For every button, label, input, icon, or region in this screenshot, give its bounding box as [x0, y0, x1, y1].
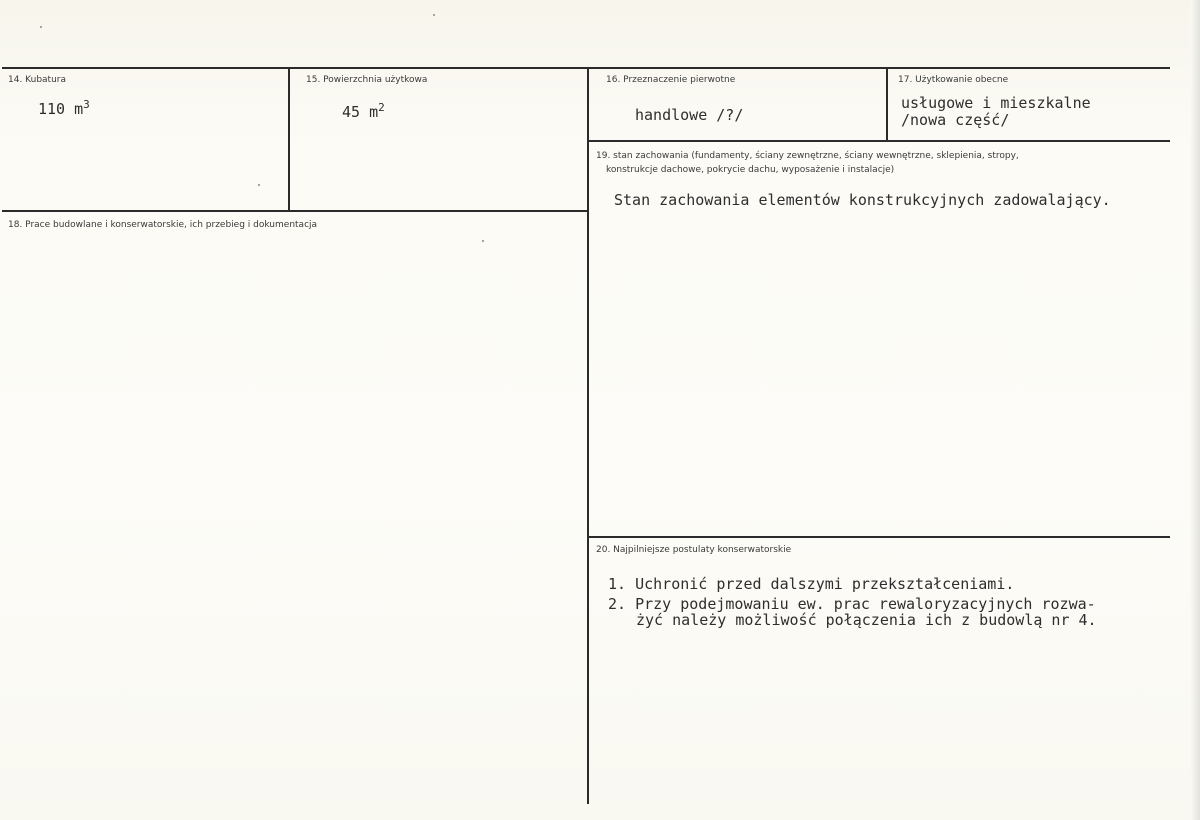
field-18-label: 18. Prace budowlane i konserwatorskie, ich przebieg i dokumentacja [8, 220, 318, 230]
field-19-value: Stan zachowania elementów konstrukcyjnych zadowalający. [614, 191, 1111, 209]
paper-speck [40, 26, 42, 28]
field-17-value-line1: usługowe i mieszkalne [901, 94, 1091, 112]
field-14-unit-sup: 3 [83, 98, 90, 111]
field-19-label-line1: 19. stan zachowania (fundamenty, ściany zewnętrzne, ściany wewnętrzne, sklepienia, stropy, [596, 151, 1019, 161]
divider-16-17 [886, 68, 888, 140]
field-15-number: 45 m [342, 103, 379, 121]
card-edge-shadow [1190, 0, 1200, 820]
field-16-label: 16. Przeznaczenie pierwotne [606, 75, 736, 85]
rule-under-14-15 [2, 210, 588, 212]
field-20-item2-line2: żyć należy możliwość połączenia ich z budowlą nr 4. [636, 611, 1097, 629]
field-14-value [38, 98, 90, 118]
field-14-label: 14. Kubatura [8, 75, 67, 85]
field-16-value: handlowe /?/ [635, 106, 744, 124]
field-15-label: 15. Powierzchnia użytkowa [306, 75, 428, 85]
divider-14-15 [288, 68, 290, 212]
field-19-label-line2: konstrukcje dachowe, pokrycie dachu, wyposażenie i instalacje) [606, 165, 895, 175]
main-divider [587, 68, 589, 804]
field-20-item2-line1: 2. Przy podejmowaniu ew. prac rewaloryzacyjnych rozwa- [608, 595, 1096, 613]
field-14-number: 110 m [38, 100, 84, 118]
rule-above-20 [588, 536, 1170, 538]
rule-under-16-17 [588, 140, 1170, 142]
paper-speck [258, 184, 260, 186]
field-20-label: 20. Najpilniejsze postulaty konserwatorskie [596, 545, 792, 555]
top-rule [2, 67, 1170, 69]
field-20-item1: 1. Uchronić przed dalszymi przekształceniami. [608, 575, 1015, 593]
field-15-unit-sup: 2 [378, 101, 385, 114]
field-15-value [342, 101, 385, 121]
paper-speck [482, 240, 484, 242]
paper-speck [433, 14, 435, 16]
field-17-value-line2: /nowa część/ [901, 111, 1010, 129]
field-17-label: 17. Użytkowanie obecne [898, 75, 1009, 85]
